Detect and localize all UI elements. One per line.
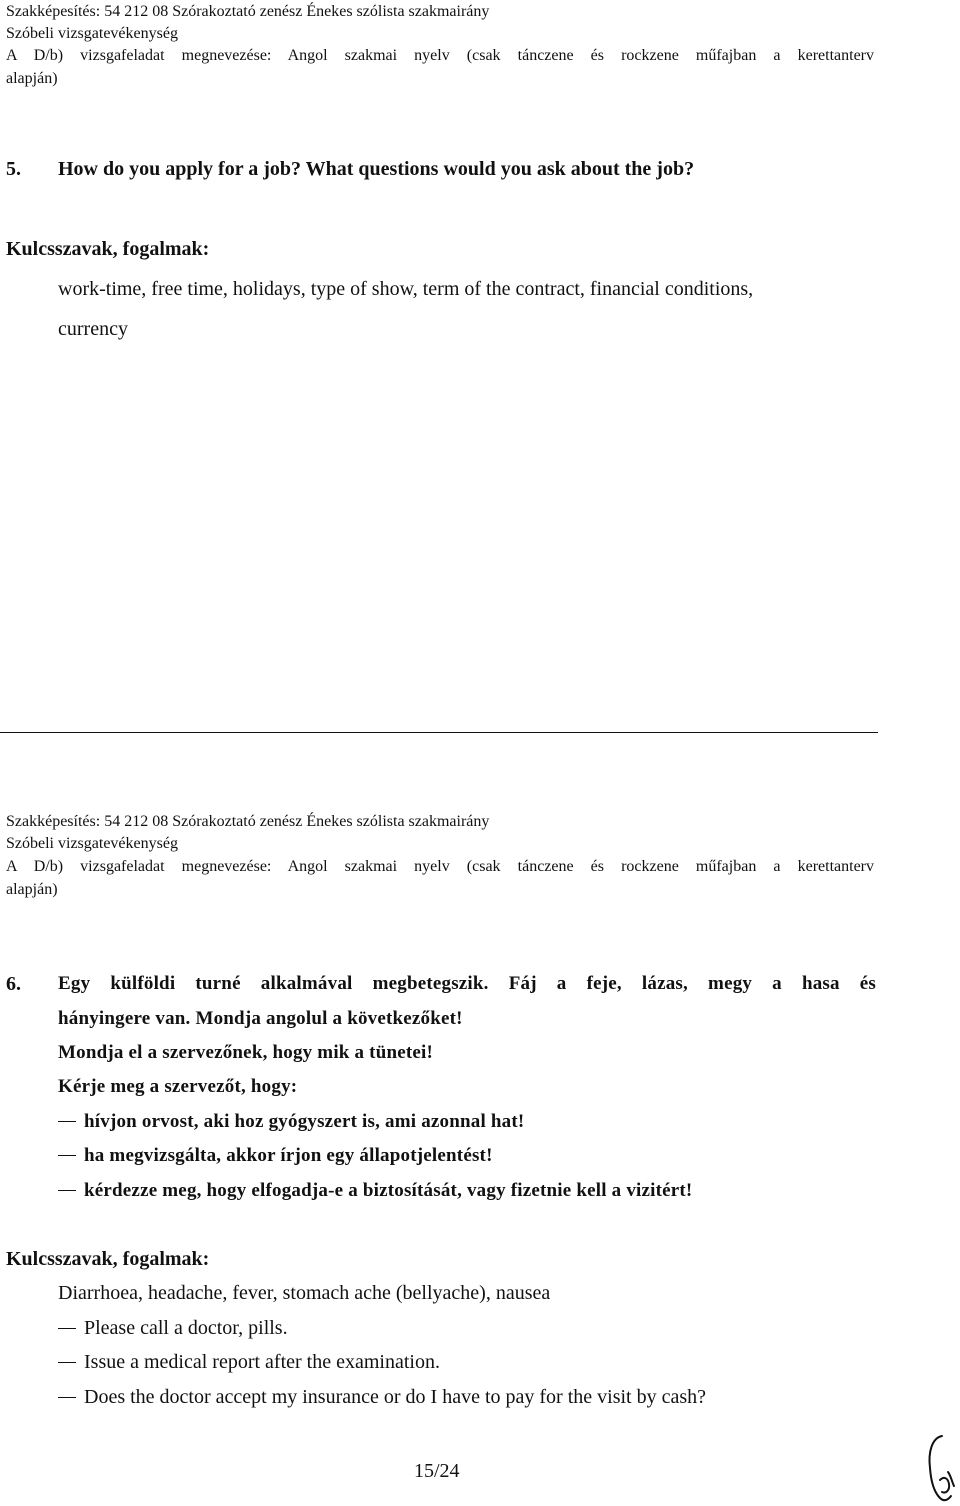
header-task-name-2 [6, 857, 874, 877]
question-6-item-text: hívjon orvost, aki hoz gyógyszert is, ami azonnal hat! [84, 1111, 525, 1132]
keywords-6-item [58, 1317, 288, 1340]
keywords-6-line1: Diarrhoea, headache, fever, stomach ache (bellyache), nausea [58, 1282, 551, 1304]
question-5-text: How do you apply for a job? What questions would you ask about the job? [58, 158, 695, 180]
header-exam-activity: Szóbeli vizsgatevékenység [6, 25, 178, 42]
header-qualification-2: Szakképesítés: 54 212 08 Szórakoztató zenész Énekes szólista szakmairány [6, 813, 490, 830]
header-task-name [6, 46, 874, 66]
question-6-item [58, 1111, 524, 1133]
question-6-item [58, 1180, 692, 1202]
keywords-label-5: Kulcsszavak, fogalmak: [6, 238, 210, 260]
dash-bullet [58, 1121, 76, 1122]
dash-bullet [58, 1155, 76, 1156]
question-6-item [58, 1145, 493, 1167]
page-separator [0, 732, 878, 733]
question-6-item-text: kérdezze meg, hogy elfogadja-e a biztosítását, vagy fizetnie kell a vizitért! [84, 1180, 693, 1201]
header-task-name-cont-2: alapján) [6, 881, 58, 898]
question-6-number: 6. [6, 973, 21, 995]
keywords-6-item-text: Please call a doctor, pills. [84, 1317, 288, 1339]
keywords-6-item-text: Does the doctor accept my insurance or do I have to pay for the visit by cash? [84, 1386, 707, 1408]
header-task-name-line-2: A D/b) vizsgafeladat megnevezése: Angol szakmai nyelv (csak tánczene és rockzene műfajban a kerettanterv [6, 858, 874, 875]
question-6-line1 [58, 973, 876, 995]
keywords-5-line1: work-time, free time, holidays, type of show, term of the contract, financial conditions, [58, 278, 754, 300]
dash-bullet [58, 1190, 76, 1191]
header-exam-activity-2: Szóbeli vizsgatevékenység [6, 835, 178, 852]
question-6-line1-text: Egy külföldi turné alkalmával megbetegszik. Fáj a feje, lázas, megy a hasa és [58, 973, 876, 994]
header-task-name-cont: alapján) [6, 70, 58, 87]
keywords-6-item-text: Issue a medical report after the examination. [84, 1351, 440, 1373]
question-6-item-text: ha megvizsgálta, akkor írjon egy állapotjelentést! [84, 1145, 493, 1166]
keywords-6-item [58, 1386, 706, 1409]
dash-bullet [58, 1397, 76, 1398]
keywords-6-item [58, 1351, 440, 1374]
dash-bullet [58, 1362, 76, 1363]
question-6-line2: hányingere van. Mondja angolul a következőket! [58, 1008, 463, 1029]
question-6-line3: Mondja el a szervezőnek, hogy mik a tünetei! [58, 1042, 434, 1063]
question-6-line4: Kérje meg a szervezőt, hogy: [58, 1076, 298, 1097]
signature-icon [918, 1432, 958, 1504]
page-number: 15/24 [414, 1460, 460, 1482]
question-5-number: 5. [6, 158, 21, 180]
header-task-name-line: A D/b) vizsgafeladat megnevezése: Angol szakmai nyelv (csak tánczene és rockzene műfajban a kerettanterv [6, 47, 874, 64]
dash-bullet [58, 1328, 76, 1329]
keywords-label-6: Kulcsszavak, fogalmak: [6, 1248, 210, 1270]
header-qualification: Szakképesítés: 54 212 08 Szórakoztató zenész Énekes szólista szakmairány [6, 3, 490, 20]
keywords-5-line2: currency [58, 318, 128, 340]
